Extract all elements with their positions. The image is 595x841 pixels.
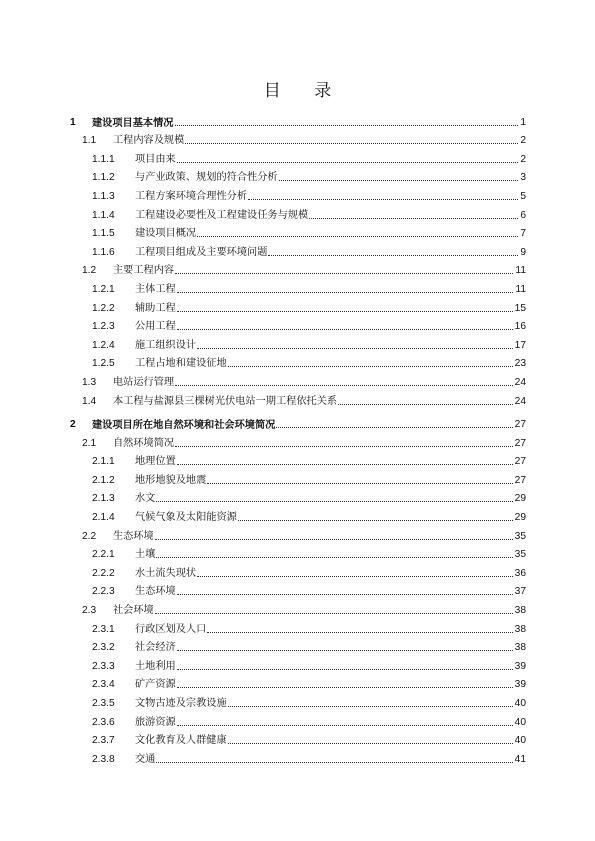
toc-entry-page: 41 (514, 753, 526, 765)
toc-entry-page: 40 (514, 716, 526, 728)
toc-entry-title: 行政区划及人口 (135, 623, 207, 635)
toc-leader-dots (268, 254, 518, 256)
toc-entry[interactable] (70, 487, 526, 506)
toc-entry-number: 1.4 (82, 395, 97, 407)
toc-entry[interactable] (70, 654, 526, 673)
toc-entry-number: 1.3 (82, 376, 97, 388)
toc-entry-page: 11 (515, 283, 526, 295)
toc-entry-number: 2.3.5 (92, 698, 115, 709)
toc-entry-number: 1.2.3 (92, 321, 115, 333)
toc-entry-title: 旅游资源 (135, 716, 176, 728)
toc-entry-page: 9 (520, 246, 526, 258)
toc-leader-dots (276, 426, 512, 428)
toc-leader-dots (156, 500, 512, 502)
toc-entry[interactable] (70, 636, 526, 655)
toc-entry-number: 2.2.2 (92, 567, 115, 579)
table-of-contents (70, 110, 526, 766)
toc-leader-dots (185, 142, 518, 144)
toc-entry-page: 35 (514, 549, 526, 561)
toc-leader-dots (238, 519, 513, 521)
toc-entry-number: 2.2.1 (92, 549, 115, 561)
toc-entry-page: 36 (514, 567, 526, 579)
toc-entry-page: 35 (514, 530, 526, 542)
toc-entry-title: 工程内容及规模 (113, 135, 185, 147)
toc-entry[interactable] (70, 505, 526, 524)
toc-entry-title: 主要工程内容 (113, 265, 175, 277)
toc-entry-number: 2.3.7 (92, 735, 115, 747)
toc-entry-number: 1.1.1 (92, 153, 115, 165)
toc-leader-dots (177, 724, 513, 726)
toc-entry[interactable] (70, 203, 526, 222)
toc-entry-page: 38 (514, 605, 526, 617)
toc-entry-page: 3 (520, 172, 526, 184)
toc-leader-dots (177, 649, 513, 651)
toc-entry-number: 2.3.6 (92, 716, 115, 728)
toc-entry-title: 生态环境 (135, 586, 176, 598)
toc-leader-dots (279, 179, 519, 181)
toc-entry-page: 37 (514, 586, 526, 598)
toc-entry-page: 39 (514, 679, 526, 691)
toc-entry-number: 1.1 (82, 135, 97, 147)
toc-entry-page: 16 (514, 321, 526, 333)
toc-entry[interactable] (70, 431, 526, 450)
toc-entry-title: 建设项目所在地自然环境和社会环境简况 (92, 419, 276, 432)
toc-leader-dots (177, 291, 514, 293)
toc-entry-number: 2.3.8 (92, 753, 115, 765)
toc-entry-title: 水文 (135, 493, 156, 505)
toc-entry-number: 2.3.4 (92, 679, 115, 691)
toc-entry-page: 1 (520, 116, 526, 128)
toc-entry-title: 土地利用 (135, 660, 176, 672)
toc-entry[interactable] (70, 673, 526, 692)
toc-leader-dots (177, 310, 513, 312)
toc-entry-page: 5 (520, 190, 526, 202)
toc-leader-dots (175, 445, 513, 447)
toc-entry-page: 40 (514, 698, 526, 709)
toc-leader-dots (177, 668, 513, 670)
toc-entry-title: 主体工程 (135, 283, 176, 295)
toc-entry-title: 工程占地和建设征地 (135, 358, 227, 370)
toc-entry-title: 工程方案环境合理性分析 (135, 190, 248, 202)
toc-entry[interactable] (70, 184, 526, 203)
toc-entry[interactable] (70, 710, 526, 729)
toc-leader-dots (155, 538, 513, 540)
toc-leader-dots (207, 482, 512, 484)
toc-entry-page: 27 (514, 456, 526, 468)
toc-entry-page: 27 (514, 419, 526, 431)
toc-entry-title: 文化教育及人群健康 (135, 735, 227, 747)
toc-entry-number: 1.2 (82, 265, 97, 277)
toc-entry-title: 土壤 (135, 549, 156, 561)
toc-entry-title: 建设项目概况 (135, 228, 197, 240)
toc-entry[interactable] (70, 296, 526, 315)
toc-leader-dots (197, 575, 513, 577)
toc-entry-page: 7 (520, 228, 526, 240)
toc-entry-title: 工程建设必要性及工程建设任务与规模 (135, 209, 309, 221)
toc-leader-dots (177, 593, 513, 595)
toc-entry-title: 社会经济 (135, 642, 176, 654)
toc-leader-dots (156, 761, 512, 763)
toc-leader-dots (177, 161, 519, 163)
toc-entry-title: 交通 (135, 753, 156, 765)
toc-entry[interactable] (70, 110, 526, 129)
toc-entry-page: 24 (514, 395, 526, 407)
toc-entry-title: 矿产资源 (135, 679, 176, 691)
toc-entry-page: 27 (514, 437, 526, 449)
toc-entry-page: 27 (514, 474, 526, 486)
toc-entry-title: 气候气象及太阳能资源 (135, 512, 237, 524)
toc-entry-title: 辅助工程 (135, 302, 176, 314)
toc-entry-number: 1.2.2 (92, 302, 115, 314)
toc-entry-page: 23 (514, 358, 526, 370)
toc-entry-number: 1.2.4 (92, 339, 115, 351)
toc-entry-page: 15 (514, 302, 526, 314)
toc-entry[interactable] (70, 691, 526, 710)
toc-entry-number: 2.2.3 (92, 586, 115, 598)
toc-entry-number: 2.1.1 (92, 456, 115, 468)
toc-entry-title: 与产业政策、规划的符合性分析 (135, 172, 278, 184)
toc-entry[interactable] (70, 315, 526, 334)
toc-entry-page: 40 (514, 735, 526, 747)
toc-entry[interactable] (70, 277, 526, 296)
toc-entry-number: 2.3 (82, 605, 97, 617)
toc-entry[interactable] (70, 543, 526, 562)
toc-entry-page: 6 (520, 209, 526, 221)
toc-entry-number: 2.1.3 (92, 493, 115, 505)
toc-entry-page: 11 (515, 265, 526, 277)
toc-leader-dots (175, 384, 513, 386)
toc-leader-dots (207, 631, 512, 633)
toc-entry-title: 地理位置 (135, 456, 176, 468)
toc-entry-number: 1.1.3 (92, 190, 115, 202)
toc-entry[interactable] (70, 413, 526, 432)
toc-entry-title: 地形地貌及地震 (135, 474, 207, 486)
toc-entry[interactable] (70, 617, 526, 636)
toc-entry-page: 2 (520, 153, 526, 165)
toc-entry[interactable] (70, 240, 526, 259)
toc-entry-page: 38 (514, 642, 526, 654)
toc-entry-page: 39 (514, 660, 526, 672)
toc-entry[interactable] (70, 729, 526, 748)
toc-entry[interactable] (70, 222, 526, 241)
toc-entry-title: 文物古迹及宗教设施 (135, 698, 227, 709)
toc-entry[interactable] (70, 259, 526, 278)
toc-leader-dots (338, 403, 513, 405)
toc-leader-dots (177, 328, 513, 330)
toc-leader-dots (309, 217, 518, 219)
toc-entry[interactable] (70, 333, 526, 352)
toc-leader-dots (156, 556, 512, 558)
toc-leader-dots (177, 463, 513, 465)
toc-entry-number: 2.1.2 (92, 474, 115, 486)
toc-entry-number: 1.1.2 (92, 172, 115, 184)
toc-entry-page: 29 (514, 493, 526, 505)
toc-entry-page: 38 (514, 623, 526, 635)
toc-entry-page: 24 (514, 376, 526, 388)
page-title: 目 录 (263, 81, 346, 101)
toc-entry-number: 2.3.3 (92, 660, 115, 672)
toc-entry-page: 29 (514, 512, 526, 524)
toc-leader-dots (228, 705, 513, 707)
toc-entry-title: 电站运行管理 (113, 376, 175, 388)
toc-entry-number: 2.3.2 (92, 642, 115, 654)
toc-leader-dots (228, 365, 513, 367)
toc-entry[interactable] (70, 389, 526, 408)
toc-entry[interactable] (70, 598, 526, 617)
toc-leader-dots (175, 124, 519, 126)
toc-entry-title: 建设项目基本情况 (92, 116, 174, 129)
toc-entry-number: 1.1.6 (92, 246, 115, 258)
toc-entry-number: 1.2.5 (92, 358, 115, 370)
toc-leader-dots (197, 347, 513, 349)
toc-entry-title: 本工程与盐源县三棵树光伏电站一期工程依托关系 (113, 395, 338, 407)
toc-entry[interactable] (70, 450, 526, 469)
toc-entry[interactable] (70, 370, 526, 389)
toc-entry-title: 公用工程 (135, 321, 176, 333)
toc-leader-dots (197, 235, 518, 237)
toc-entry-number: 1.1.4 (92, 209, 115, 221)
toc-leader-dots (228, 742, 513, 744)
toc-leader-dots (177, 686, 513, 688)
toc-entry-page: 17 (514, 339, 526, 351)
toc-leader-dots (248, 198, 518, 200)
toc-entry-number: 2.3.1 (92, 623, 115, 635)
toc-leader-dots (155, 612, 513, 614)
toc-entry-number: 2.2 (82, 530, 97, 542)
toc-entry-number: 1 (70, 116, 76, 128)
toc-entry[interactable] (70, 147, 526, 166)
toc-entry[interactable] (70, 129, 526, 148)
toc-entry[interactable] (70, 580, 526, 599)
toc-leader-dots (175, 272, 513, 274)
toc-entry-page: 2 (520, 135, 526, 147)
toc-entry-number: 2.1.4 (92, 512, 115, 524)
toc-entry-number: 2.1 (82, 437, 97, 449)
toc-entry-title: 施工组织设计 (135, 339, 197, 351)
toc-entry-title: 社会环境 (113, 605, 154, 617)
toc-entry[interactable] (70, 352, 526, 371)
toc-entry[interactable] (70, 166, 526, 185)
toc-entry-number: 1.2.1 (92, 283, 115, 295)
toc-entry-title: 生态环境 (113, 530, 154, 542)
toc-entry-title: 水土流失现状 (135, 567, 197, 579)
toc-entry[interactable] (70, 747, 526, 766)
toc-entry[interactable] (70, 468, 526, 487)
toc-entry[interactable] (70, 524, 526, 543)
toc-entry-number: 1.1.5 (92, 228, 115, 240)
toc-entry-title: 项目由来 (135, 153, 176, 165)
toc-entry-title: 自然环境简况 (113, 437, 175, 449)
toc-entry-title: 工程项目组成及主要环境问题 (135, 246, 268, 258)
toc-entry-number: 2 (70, 419, 76, 431)
toc-entry[interactable] (70, 561, 526, 580)
